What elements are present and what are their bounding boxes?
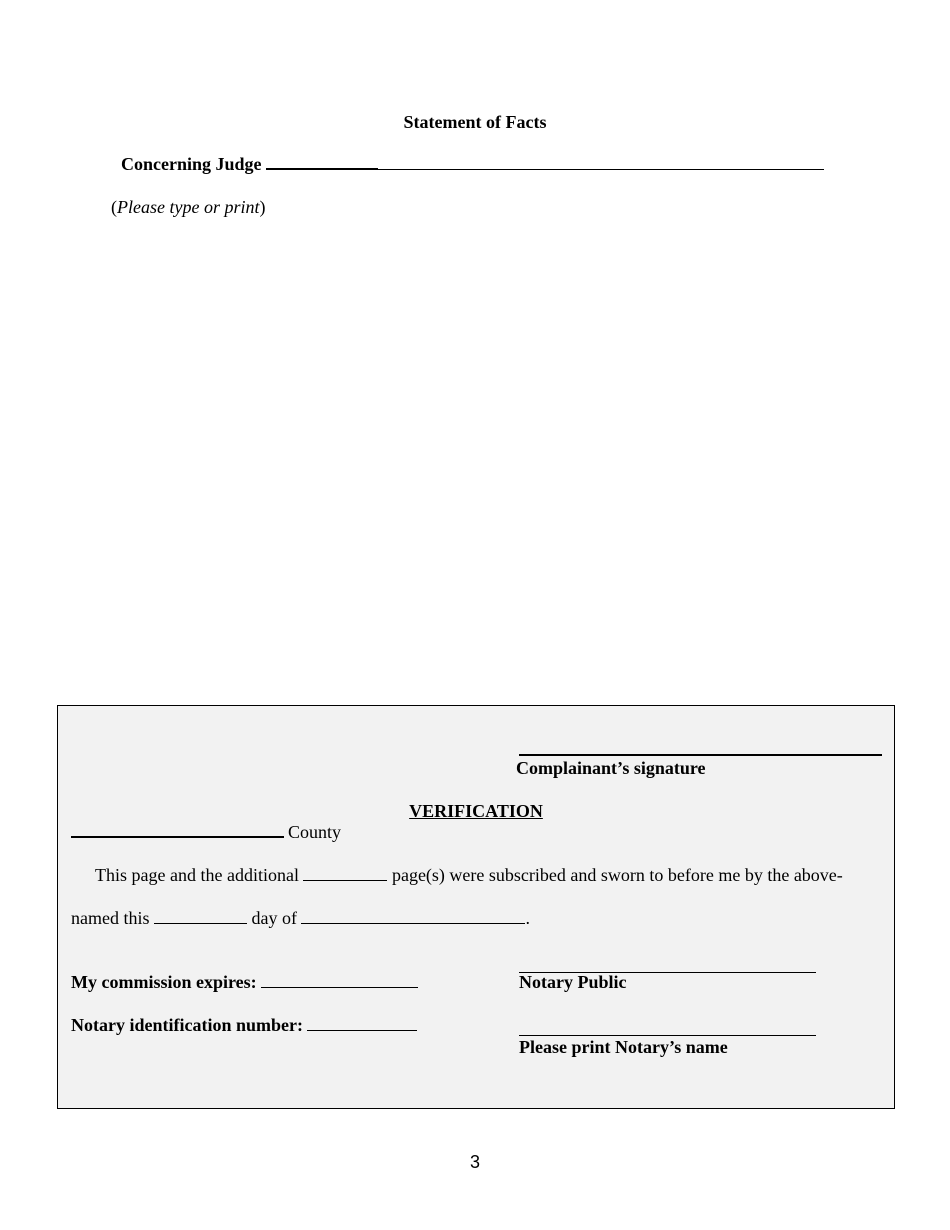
month-year-field[interactable] (301, 909, 525, 924)
type-or-print-instruction: (Please type or print) (111, 197, 266, 217)
sworn-statement-line-1: This page and the additional page(s) were subscribed and sworn to before me by the above- (95, 865, 843, 885)
sworn-statement-line-2: named this day of . (71, 908, 530, 928)
county-row (71, 822, 341, 843)
judge-name-field[interactable] (266, 154, 378, 170)
county-label: County (288, 822, 342, 842)
verification-heading: VERIFICATION (409, 801, 543, 821)
notary-id-label: Notary identification number: (71, 1015, 303, 1035)
notary-id-row (71, 1015, 417, 1036)
judge-name-field-extension[interactable] (378, 155, 824, 170)
complainant-signature-label: Complainant’s signature (516, 758, 706, 778)
concerning-judge-row (121, 154, 824, 175)
county-field[interactable] (71, 822, 284, 838)
commission-expires-field[interactable] (261, 973, 418, 988)
notary-public-label: Notary Public (519, 972, 627, 992)
concerning-judge-label: Concerning Judge (121, 154, 262, 174)
complainant-signature-field[interactable] (519, 754, 882, 756)
notary-id-field[interactable] (307, 1016, 417, 1031)
verification-box (57, 705, 895, 1109)
notary-name-label: Please print Notary’s name (519, 1037, 728, 1057)
commission-expires-label: My commission expires: (71, 972, 257, 992)
notary-name-field[interactable] (519, 1035, 816, 1036)
day-field[interactable] (154, 909, 247, 924)
instruction-text: Please type or print (117, 197, 260, 217)
additional-pages-field[interactable] (303, 866, 387, 881)
page-title: Statement of Facts (403, 112, 547, 132)
page-number: 3 (469, 1152, 480, 1172)
commission-expires-row (71, 972, 418, 993)
